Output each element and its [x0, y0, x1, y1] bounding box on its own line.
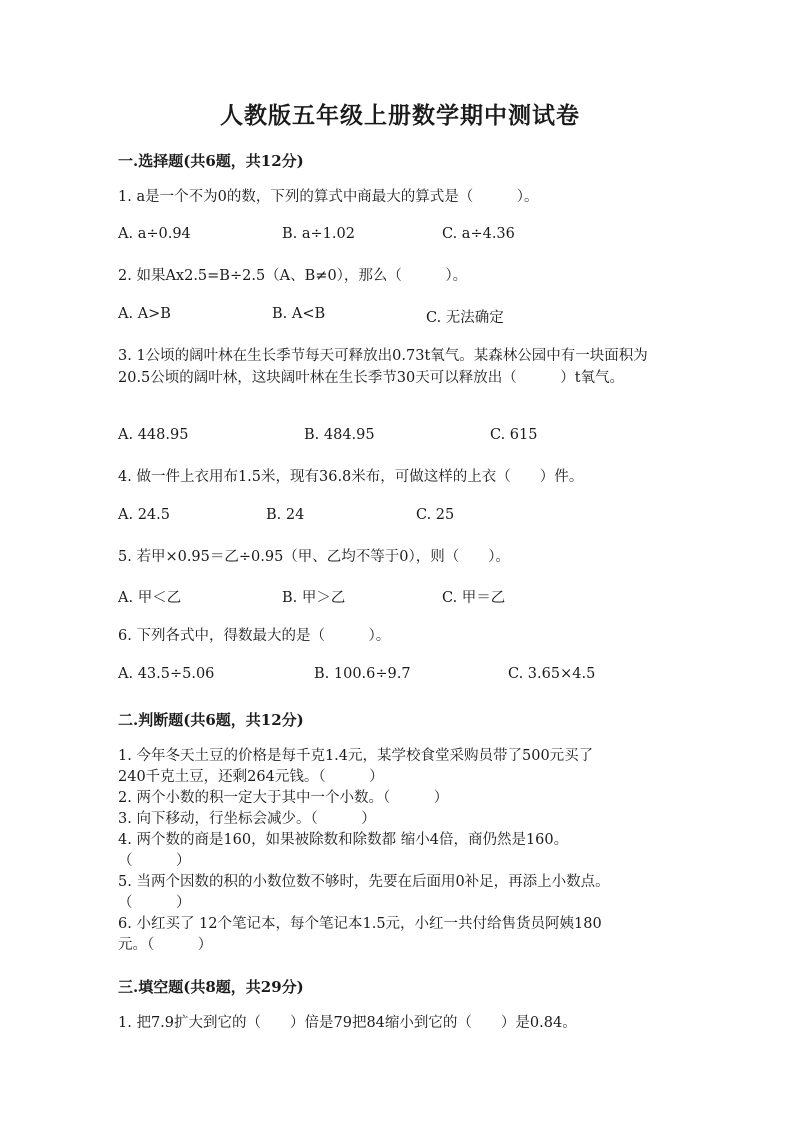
section-heading-choice: 一.选择题(共6题，共12分)	[118, 152, 304, 170]
section-heading-fill: 三.填空题(共8题，共29分)	[118, 978, 304, 996]
option-b: B. 甲＞乙	[282, 590, 346, 606]
fill-question-text: 1. 把7.9扩大到它的（ ）倍是79把84缩小到它的（ ）是0.84。	[118, 1015, 577, 1031]
judge-line: （ ）	[118, 853, 191, 869]
options-row	[118, 586, 718, 608]
question-text: 5. 若甲×0.95＝乙÷0.95（甲、乙均不等于0），则（ ）。	[118, 549, 511, 565]
judge-line: 1. 今年冬天土豆的价格是每千克1.4元，某学校食堂采购员带了500元买了	[118, 748, 594, 764]
option-b: B. A<B	[272, 306, 326, 322]
option-c: C. 甲＝乙	[442, 590, 506, 606]
options-row	[118, 226, 718, 248]
option-a: A. 甲＜乙	[118, 590, 182, 606]
option-b: B. 484.95	[304, 427, 375, 443]
option-b: B. 100.6÷9.7	[314, 666, 411, 682]
option-c: C. 无法确定	[426, 310, 504, 326]
question-text: 1. a是一个不为0的数，下列的算式中商最大的算式是（ ）。	[118, 189, 539, 205]
options-row	[118, 507, 718, 529]
question-text: 4. 做一件上衣用布1.5米，现有36.8米布，可做这样的上衣（ ）件。	[118, 469, 584, 485]
judge-question-list	[118, 746, 678, 956]
judge-line: 6. 小红买了 12个笔记本，每个笔记本1.5元，小红一共付给售货员阿姨180	[118, 916, 602, 932]
option-b: B. a÷1.02	[282, 226, 355, 242]
option-c: C. 25	[416, 507, 455, 523]
question-text: 2. 如果Ax2.5=B÷2.5（A、B≠0），那么（ ）。	[118, 268, 468, 284]
judge-line: （ ）	[118, 895, 191, 911]
option-c: C. 615	[490, 427, 538, 443]
question-text: 3. 1公顷的阔叶林在生长季节每天可释放出0.73t氧气。某森林公园中有一块面积为20.5公顷的阔叶林，这块阔叶林在生长季节30天可以释放出（ ）t氧气。	[118, 348, 648, 386]
options-row	[118, 666, 718, 688]
option-a: A. 24.5	[118, 507, 170, 523]
section-heading-judge: 二.判断题(共6题，共12分)	[118, 711, 304, 729]
option-a: A. 448.95	[118, 427, 189, 443]
judge-line: 5. 当两个因数的积的小数位数不够时，先要在后面用0补足，再添上小数点。	[118, 874, 610, 890]
option-a: A. A>B	[118, 306, 171, 322]
option-b: B. 24	[266, 507, 305, 523]
judge-line: 元。（ ）	[118, 937, 213, 953]
option-a: A. 43.5÷5.06	[118, 666, 215, 682]
judge-line: 2. 两个小数的积一定大于其中一个小数。（ ）	[118, 790, 449, 806]
judge-line: 4. 两个数的商是160，如果被除数和除数都 缩小4倍，商仍然是160。	[118, 832, 569, 848]
question-text: 6. 下列各式中，得数最大的是（ ）。	[118, 628, 391, 644]
options-row	[118, 427, 718, 449]
option-a: A. a÷0.94	[118, 226, 191, 242]
option-c: C. a÷4.36	[442, 226, 515, 242]
options-row	[118, 306, 718, 328]
option-c: C. 3.65×4.5	[508, 666, 596, 682]
judge-line: 3. 向下移动，行坐标会减少。（ ）	[118, 811, 376, 827]
judge-line: 240千克土豆，还剩264元钱。（ ）	[118, 769, 384, 785]
page-title: 人教版五年级上册数学期中测试卷	[220, 102, 580, 129]
